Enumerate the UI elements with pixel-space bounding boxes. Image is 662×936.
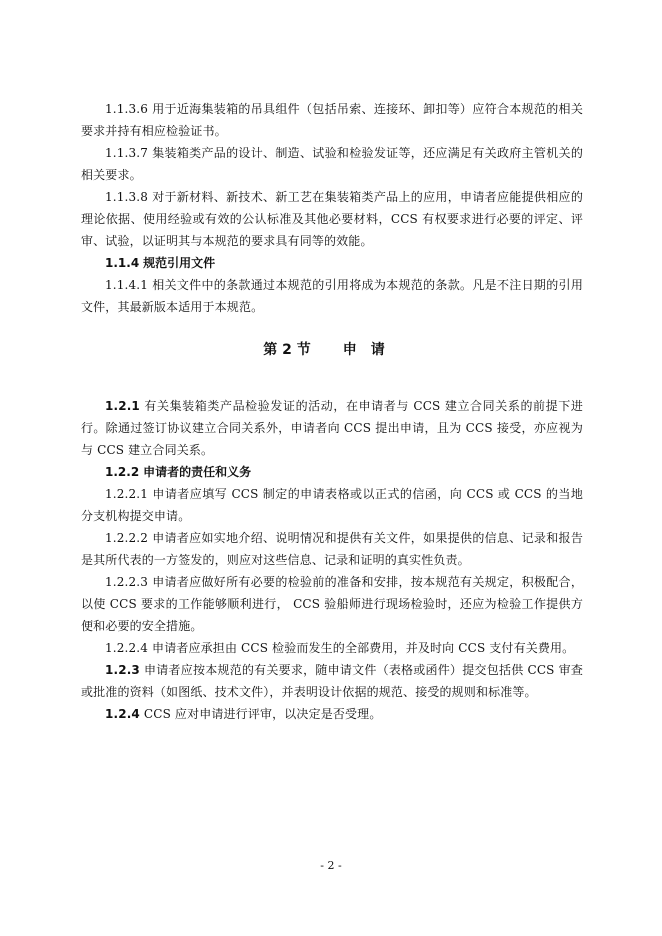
- heading-number: 1.2.2: [105, 465, 140, 479]
- clause-1-2-2-2: [81, 527, 583, 571]
- heading-text: 规范引用文件: [143, 256, 216, 270]
- clause-1-1-3-7: [81, 142, 583, 186]
- clause-1-2-2-4: [81, 637, 583, 659]
- clause-number: 1.2.2.3: [105, 575, 149, 589]
- clause-1-1-3-6: [81, 98, 583, 142]
- clause-number: 1.2.2.2: [105, 531, 149, 545]
- clause-1-2-3: [81, 659, 583, 703]
- clause-text: 相关文件中的条款通过本规范的引用将成为本规范的条款。凡是不注日期的引用文件，其最新版本适用于本规范。: [81, 278, 583, 314]
- clause-text: 申请者应按本规范的有关要求，随申请文件（表格或函件）提交包括供 CCS 审查或批准的资料（如图纸、技术文件），并表明设计依据的规范、接受的规则和标准等。: [81, 663, 583, 699]
- clause-text: 集装箱类产品的设计、制造、试验和检验发证等，还应满足有关政府主管机关的相关要求。: [81, 146, 583, 182]
- clause-text: 用于近海集装箱的吊具组件（包括吊索、连接环、卸扣等）应符合本规范的相关要求并持有相应检验证书。: [81, 102, 583, 138]
- clause-1-2-2-3: [81, 571, 583, 637]
- clause-1-2-2-1: [81, 483, 583, 527]
- heading-text: 申请者的责任和义务: [143, 465, 252, 479]
- page-number: - 2 -: [320, 859, 342, 872]
- section-label: 第 2 节: [263, 342, 311, 358]
- clause-1-1-4-1: [81, 274, 583, 318]
- section-1-1-content: [81, 98, 583, 318]
- clause-text: 申请者应做好所有必要的检验前的准备和安排，按本规范有关规定，积极配合，以使 CCS 要求的工作能够顺利进行， CCS 验船师进行现场检验时，还应为检验工作提供方便和必要的安全措施。: [81, 575, 583, 633]
- clause-number: 1.2.1: [105, 399, 140, 413]
- clause-number: 1.2.3: [105, 663, 140, 677]
- clause-number: 1.2.2.1: [105, 487, 149, 501]
- heading-1-2-2: [81, 461, 583, 483]
- clause-1-1-3-8: [81, 186, 583, 252]
- clause-number: 1.2.4: [105, 707, 140, 721]
- heading-number: 1.1.4: [105, 256, 140, 270]
- clause-1-2-1: [81, 395, 583, 461]
- clause-1-2-4: [81, 703, 583, 725]
- clause-text: 申请者应如实地介绍、说明情况和提供有关文件，如果提供的信息、记录和报告是其所代表的一方签发的，则应对这些信息、记录和证明的真实性负责。: [81, 531, 583, 567]
- section-name: 申请: [342, 342, 399, 358]
- clause-text: 有关集装箱类产品检验发证的活动，在申请者与 CCS 建立合同关系的前提下进行。除通过签订协议建立合同关系外，申请者向 CCS 提出申请，且为 CCS 接受，亦应视为与 CCS 建立合同关系。: [81, 399, 583, 457]
- clause-text: 申请者应填写 CCS 制定的申请表格或以正式的信函，向 CCS 或 CCS 的当地分支机构提交申请。: [81, 487, 583, 523]
- clause-number: 1.1.4.1: [105, 278, 149, 292]
- clause-number: 1.1.3.8: [105, 190, 149, 204]
- section-2-title: [0, 340, 662, 360]
- section-1-2-content: [81, 395, 583, 725]
- page-footer: [0, 858, 662, 874]
- clause-number: 1.1.3.7: [105, 146, 149, 160]
- clause-number: 1.1.3.6: [105, 102, 149, 116]
- clause-text: CCS 应对申请进行评审，以决定是否受理。: [143, 707, 382, 721]
- clause-text: 申请者应承担由 CCS 检验而发生的全部费用，并及时向 CCS 支付有关费用。: [152, 641, 575, 655]
- clause-number: 1.2.2.4: [105, 641, 149, 655]
- clause-text: 对于新材料、新技术、新工艺在集装箱类产品上的应用，申请者应能提供相应的理论依据、使用经验或有效的公认标准及其他必要材料，CCS 有权要求进行必要的评定、评审、试验，以证明其与本规范的要求具有同等的效能。: [81, 190, 583, 248]
- heading-1-1-4: [81, 252, 583, 274]
